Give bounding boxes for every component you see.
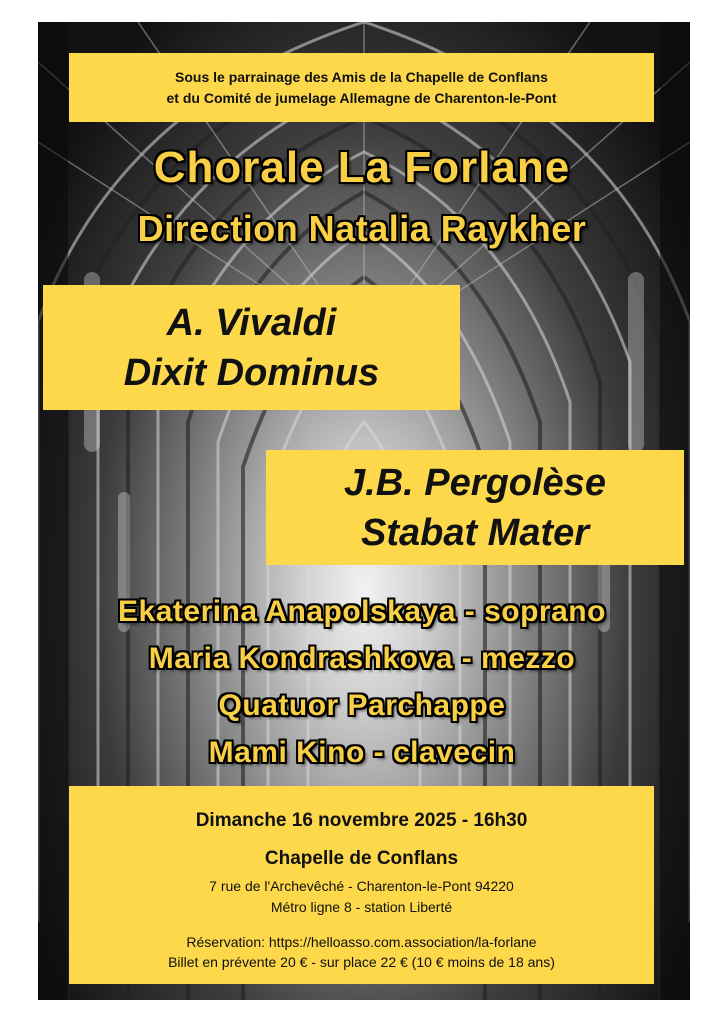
conductor-name: Direction Natalia Raykher	[137, 208, 587, 249]
work-box-pergolese	[266, 450, 684, 565]
performer-quartet: Quatuor Parchappe	[218, 689, 506, 722]
work-box-vivaldi	[43, 285, 460, 410]
event-date-time: Dimanche 16 novembre 2025 - 16h30	[195, 810, 528, 831]
patronage-box	[69, 53, 654, 122]
choir-name: Chorale La Forlane	[153, 143, 571, 192]
event-reservation: Réservation: https://helloasso.com.association/la-forlane	[186, 934, 537, 950]
event-price: Billet en prévente 20 € - sur place 22 € (10 € moins de 18 ans)	[168, 954, 555, 970]
performer-harpsichord: Mami Kino - clavecin	[208, 736, 516, 769]
performers-list	[0, 588, 724, 776]
work-composer: J.B. Pergolèse	[344, 461, 606, 504]
work-title: Dixit Dominus	[123, 351, 380, 394]
work-composer: A. Vivaldi	[166, 301, 337, 344]
event-venue: Chapelle de Conflans	[264, 848, 459, 869]
event-address: 7 rue de l'Archevêché - Charenton-le-Pont 94220	[209, 878, 514, 894]
patronage-line-1: Sous le parrainage des Amis de la Chapelle de Conflans	[175, 68, 548, 85]
work-title: Stabat Mater	[360, 511, 590, 554]
event-info-box	[69, 786, 654, 984]
event-metro: Métro ligne 8 - station Liberté	[270, 899, 453, 915]
patronage-line-2: et du Comité de jumelage Allemagne de Charenton-le-Pont	[166, 89, 557, 106]
performer-soprano: Ekaterina Anapolskaya - soprano	[118, 595, 606, 628]
performer-mezzo: Maria Kondrashkova - mezzo	[148, 642, 576, 675]
